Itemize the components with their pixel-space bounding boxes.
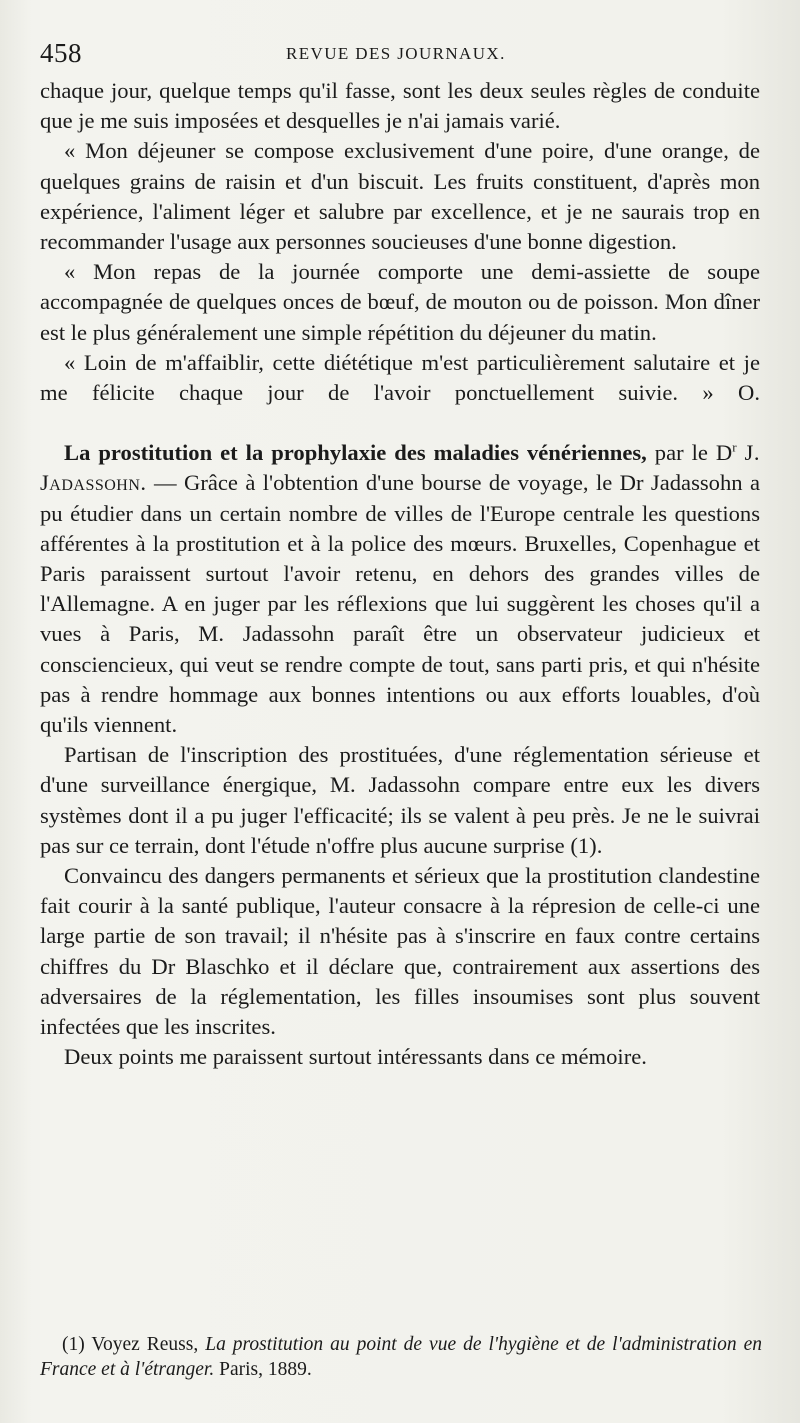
page-header [40, 38, 760, 68]
paragraph-breakfast: « Mon déjeuner se compose exclusivement d'une poire, d'une orange, de quelques grains de raisin et d'un biscuit. Les fruits constituent, d'après mon expérience, l'aliment léger et salubre par excellence, et je ne saurais trop en recommander l'usage aux personnes soucieuses d'une bonne digestion. [40, 138, 760, 255]
article-paragraph-clandestine: Convaincu des dangers permanents et sérieux que la prostitution clandestine fait courir à la santé publique, l'auteur consacre à la répresion de celle-ci une large partie de son travail; il n'hésite pas à s'inscrire en faux contre certains chiffres du Dr Blaschko et il déclare que, contrairement aux assertions des adversaires de la réglementation, les filles insoumises sont plus souvent infectées que les inscrites. [40, 863, 760, 1040]
article-byline-prefix: par le D [654, 440, 733, 466]
footnote-tail: Paris, 1889. [219, 1359, 312, 1380]
running-title: REVUE DES JOURNAUX. [286, 44, 506, 63]
article-paragraph-two-points: Deux points me paraissent surtout intéressants dans ce mémoire. [64, 1044, 647, 1070]
article-author: J. Jadassohn. [40, 440, 760, 496]
footnote [40, 1332, 762, 1382]
paragraph-meals: « Mon repas de la journée comporte une demi-assiette de soupe accompagnée de quelques onces de bœuf, de mouton ou de poisson. Mon dîner est le plus généralement une simple répétition du déjeuner du matin. [40, 259, 760, 345]
footnote-text [40, 1332, 762, 1382]
diet-conclusion-text: « Loin de m'affaiblir, cette diététique m'est particulièrement salutaire et je me félicite chaque jour de l'avoir ponctuellement suivie. » [40, 349, 760, 406]
footnote-title: La prostitution au point de vue de l'hygiène et de l'administration en France et à l'étranger. [40, 1334, 763, 1380]
article-intro-text: — Grâce à l'obtention d'une bourse de voyage, le Dr Jadassohn a pu étudier dans un certain nombre de villes de l'Europe centrale les questions afférentes à la prostitution et à la police des mœurs. Bruxelles, Copenhague et Paris paraissent surtout l'avoir retenu, en dehors des grandes villes de l'Allemagne. A en juger par les réflexions que lui suggèrent les choses qu'il a vues à Paris, M. Jadassohn paraît être un observateur judicieux et consciencieux, qui veut se rendre compte de tout, sans parti pris, et qui n'hésite pas à rendre hommage aux bonnes intentions ou aux efforts louables, d'où qu'ils viennent. [40, 470, 760, 738]
article-title: La prostitution et la prophylaxie des maladies vénériennes, [64, 440, 647, 466]
author-signature: O. [738, 380, 760, 406]
page-number: 458 [40, 38, 82, 68]
paragraph-diet-conclusion [40, 348, 760, 408]
footnote-marker: (1) Voyez Reuss, [62, 1334, 199, 1355]
article-paragraph-inscription: Partisan de l'inscription des prostituées, d'une réglementation sérieuse et d'une surveillance énergique, M. Jadassohn compare entre eux les divers systèmes dont il a pu juger l'efficacité; ils se valent à peu près. Je ne le suivrai pas sur ce terrain, dont l'étude n'offre plus aucune surprise (1). [40, 742, 760, 858]
paragraph-continuation: chaque jour, quelque temps qu'il fasse, sont les deux seules règles de conduite que je me suis imposées et desquelles je n'ai jamais varié. [40, 78, 760, 134]
body-text [40, 76, 760, 1073]
article-byline-sup: r [732, 439, 737, 455]
article-paragraph-intro [40, 438, 760, 740]
